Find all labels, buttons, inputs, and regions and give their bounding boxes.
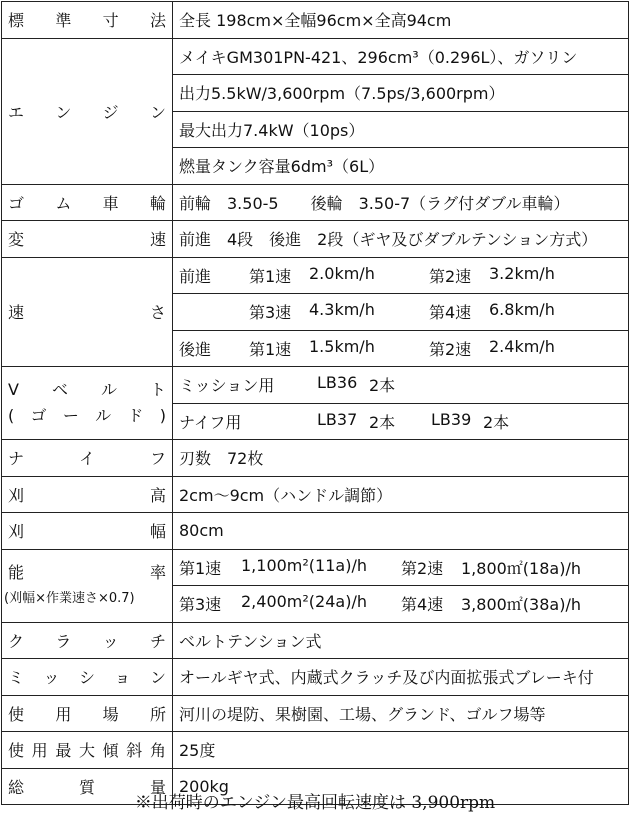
footnote: ※出荷時のエンジン最高回転速度は 3,900rpm — [134, 793, 496, 813]
value-part: 第1速 — [249, 266, 292, 286]
row-label: 総 質 量 — [2, 768, 173, 805]
row-label: ナ イ フ — [2, 440, 173, 477]
value-part: 2.0km/h — [309, 263, 375, 283]
row-value: 河川の堤防、果樹園、工場、グランド、ゴルフ場等 — [173, 695, 629, 732]
row-value: メイキGM301PN-421、296cm³（0.296L）、ガソリン — [173, 38, 629, 75]
row-value: 燃量タンク容量6dm³（6L） — [173, 148, 629, 185]
value-part: 3,800㎡(38a)/h — [461, 595, 581, 615]
row-sublabel: (刈幅×作業速さ×0.7) — [4, 590, 135, 606]
spec-row — [2, 695, 629, 732]
row-value: ベルトテンション式 — [173, 622, 629, 659]
value-part: LB39 — [431, 409, 472, 429]
row-label: 刈 高 — [2, 476, 173, 513]
spec-row — [2, 440, 629, 477]
value-part: 2本 — [483, 412, 510, 432]
row-value — [173, 330, 629, 367]
value-part: 第4速 — [429, 303, 472, 323]
row-value: 最大出力7.4kW（10ps） — [173, 111, 629, 148]
row-label: 刈 幅 — [2, 513, 173, 550]
spec-row — [2, 513, 629, 550]
row-label: 変 速 — [2, 221, 173, 258]
row-label: 能 率 (刈幅×作業速さ×0.7) — [2, 549, 173, 622]
value-part — [483, 373, 622, 396]
row-label: エ ン ジ ン — [2, 38, 173, 184]
spec-row — [2, 2, 629, 39]
value-part: 第1速 — [179, 558, 222, 578]
value-part: 3.2km/h — [489, 263, 555, 283]
value-part: 第3速 — [179, 595, 222, 615]
row-value: 80cm — [173, 513, 629, 550]
spec-row — [2, 221, 629, 258]
row-sublabel: ( ゴ ー ル ド ) — [8, 406, 166, 425]
value-part: ナイフ用 — [179, 412, 242, 432]
value-part: 4.3km/h — [309, 300, 375, 320]
row-label: ゴ ム 車 輪 — [2, 184, 173, 221]
value-part: ミッション用 — [179, 376, 275, 396]
value-part: 2.4km/h — [489, 336, 555, 356]
row-value — [173, 257, 629, 294]
row-label: 使 用 場 所 — [2, 695, 173, 732]
value-part — [179, 300, 249, 323]
row-value: 全長 198cm×全幅96cm×全高94cm — [173, 2, 629, 39]
value-part: 2本 — [369, 376, 396, 396]
row-value — [173, 294, 629, 331]
value-part: 1.5km/h — [309, 336, 375, 356]
row-value: 刃数 72枚 — [173, 440, 629, 477]
spec-row — [2, 549, 629, 586]
row-label: 速 さ — [2, 257, 173, 367]
value-part: 第3速 — [249, 303, 292, 323]
spec-row — [2, 38, 629, 75]
row-value — [173, 586, 629, 623]
value-part: LB36 — [317, 373, 358, 393]
value-part: 1,100m²(11a)/h — [241, 555, 367, 575]
row-value: 2cm～9cm（ハンドル調節） — [173, 476, 629, 513]
value-part: 第4速 — [401, 595, 444, 615]
value-part: 後進 — [179, 339, 212, 359]
row-value: 25度 — [173, 732, 629, 769]
value-part: LB37 — [317, 409, 358, 429]
spec-row — [2, 257, 629, 294]
spec-table — [1, 1, 629, 805]
row-label: 使 用 最 大 傾 斜 角 — [2, 732, 173, 769]
row-label: ク ラ ッ チ — [2, 622, 173, 659]
value-part — [431, 373, 483, 396]
row-value: 200kg — [173, 768, 629, 805]
row-value — [173, 403, 629, 440]
spec-row — [2, 476, 629, 513]
spec-row — [2, 732, 629, 769]
value-part: 第2速 — [429, 339, 472, 359]
value-part: 第1速 — [249, 339, 292, 359]
row-value: 前輪 3.50-5 後輪 3.50-7（ラグ付ダブル車輪） — [173, 184, 629, 221]
row-label: ミ ッ シ ョ ン — [2, 659, 173, 696]
value-part: 6.8km/h — [489, 300, 555, 320]
value-part: 2,400m²(24a)/h — [241, 592, 367, 612]
value-part: 第2速 — [401, 558, 444, 578]
row-label: V ベ ル ト ( ゴ ー ル ド ) — [2, 367, 173, 440]
row-value: オールギヤ式、内蔵式クラッチ及び内面拡張式ブレーキ付 — [173, 659, 629, 696]
row-value: 出力5.5kW/3,600rpm（7.5ps/3,600rpm） — [173, 75, 629, 112]
value-part: 第2速 — [429, 266, 472, 286]
row-value: 前進 4段 後進 2段（ギヤ及びダブルテンション方式） — [173, 221, 629, 258]
spec-row — [2, 367, 629, 404]
value-part: 1,800㎡(18a)/h — [461, 558, 581, 578]
value-part: 2本 — [369, 412, 396, 432]
spec-row — [2, 622, 629, 659]
row-value — [173, 549, 629, 586]
row-value — [173, 367, 629, 404]
row-label: 標 準 寸 法 — [2, 2, 173, 39]
spec-row — [2, 659, 629, 696]
value-part: 前進 — [179, 266, 212, 286]
spec-row — [2, 184, 629, 221]
